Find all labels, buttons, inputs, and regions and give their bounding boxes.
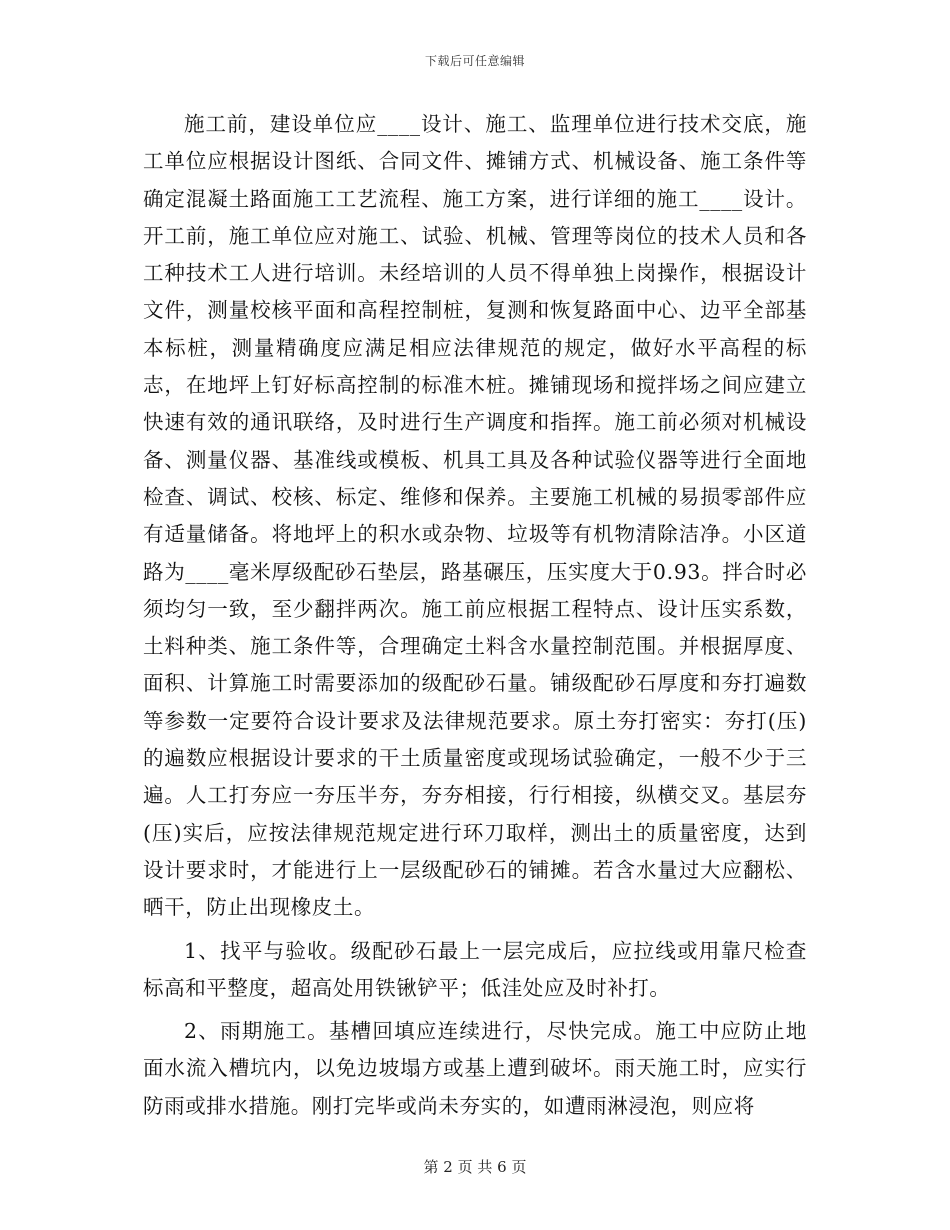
page-header: 下载后可任意编辑 xyxy=(424,54,525,68)
paragraph-construction-prep: 施工前，建设单位应____设计、施工、监理单位进行技术交底，施工单位应根据设计图纸、合同文件、摊铺方式、机械设备、施工条件等确定混凝土路面施工工艺流程、施工方案，进行详细的施工____设计。开工前，施工单位应对施工、试验、机械、管理等岗位的技术人员和各工种技术工人进行培训。未经培训的人员不得单独上岗操作，根据设计文件，测量校核平面和高程控制桩，复测和恢复路面中心、边平全部基本标桩，测量精确度应满足相应法律规范的规定，做好水平高程的标志，在地坪上钉好标高控制的标准木桩。摊铺现场和搅拌场之间应建立快速有效的通讯联络，及时进行生产调度和指挥。施工前必须对机械设备、测量仪器、基准线或模板、机具工具及各种试验仪器等进行全面地检查、调试、校核、标定、维修和保养。主要施工机械的易损零部件应有适量储备。将地坪上的积水或杂物、垃圾等有机物清除洁净。小区道路为____毫米厚级配砂石垫层，路基碾压，压实度大于0.93。拌合时必须均匀一致，至少翻拌两次。施工前应根据工程特点、设计压实系数，土料种类、施工条件等，合理确定土料含水量控制范围。并根据厚度、面积、计算施工时需要添加的级配砂石量。铺级配砂石厚度和夯打遍数等参数一定要符合设计要求及法律规范要求。原土夯打密实：夯打(压)的遍数应根据设计要求的干土质量密度或现场试验确定，一般不少于三遍。人工打夯应一夯压半夯，夯夯相接，行行相接，纵横交叉。基层夯(压)实后，应按法律规范规定进行环刀取样，测出土的质量密度，达到设计要求时，才能进行上一层级配砂石的铺摊。若含水量过大应翻松、晒干，防止出现橡皮土。 xyxy=(143,112,807,920)
document-body xyxy=(143,106,807,1125)
paragraph-rainy-season: 2、雨期施工。基槽回填应连续进行，尽快完成。施工中应防止地面水流入槽坑内，以免边坡塌方或基上遭到破坏。雨天施工时，应实行防雨或排水措施。刚打完毕或尚未夯实的，如遭雨淋浸泡，则应将 xyxy=(143,1019,807,1118)
page-footer: 第 2 页 共 6 页 xyxy=(423,1158,527,1176)
paragraph-leveling-acceptance: 1、找平与验收。级配砂石最上一层完成后，应拉线或用靠尺检查标高和平整度，超高处用铁锹铲平；低洼处应及时补打。 xyxy=(143,938,807,1000)
